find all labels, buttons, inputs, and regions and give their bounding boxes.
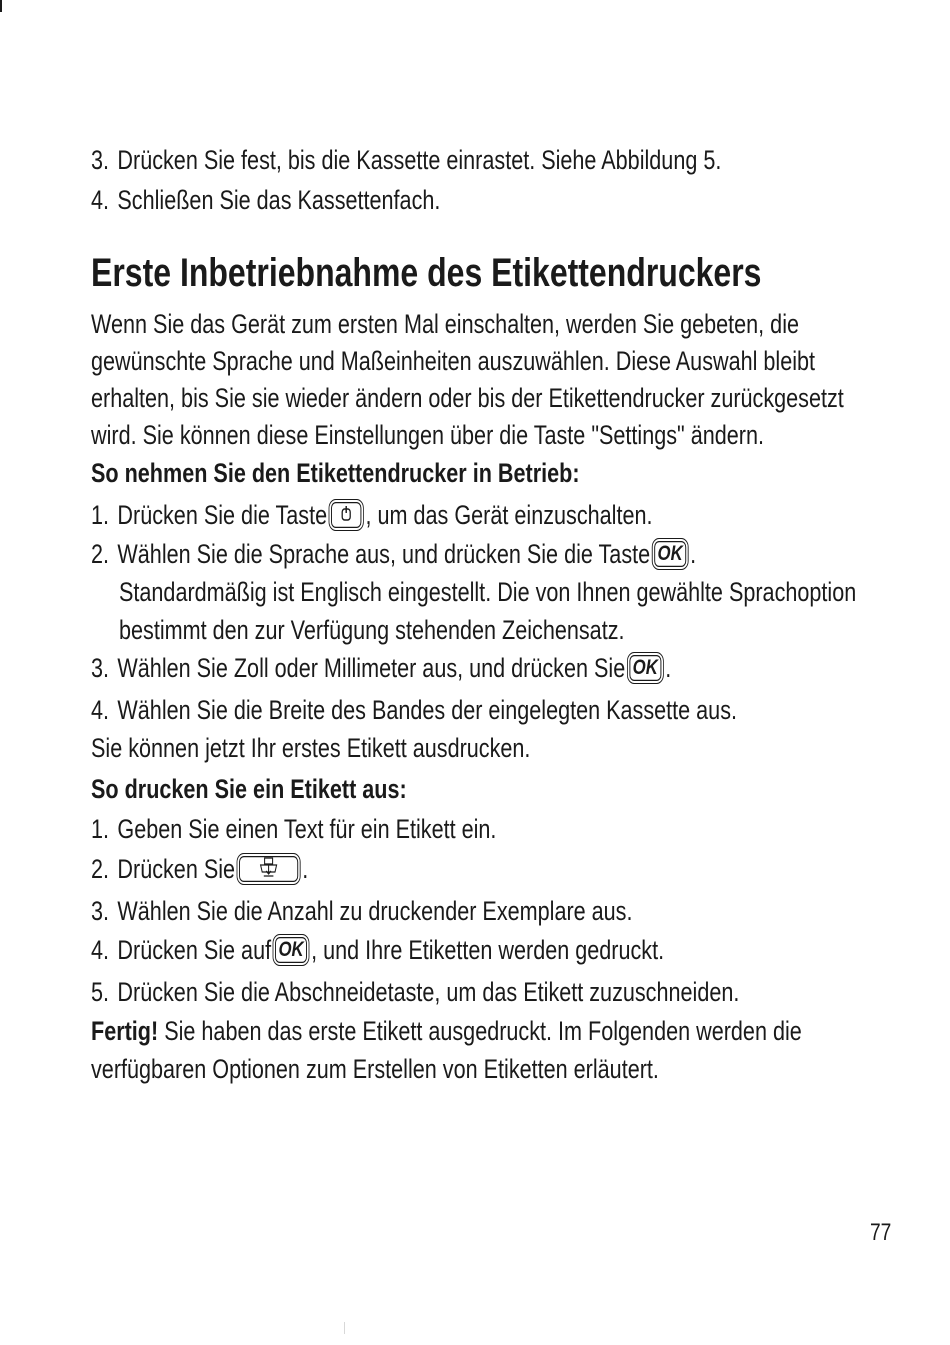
ok-key: OK (652, 538, 689, 570)
section-title: Erste Inbetriebnahme des Etikettendruckers (91, 251, 762, 295)
print-step-5 (91, 975, 901, 1009)
step-text: Drücken Sie die Taste (117, 500, 328, 530)
power-key (329, 499, 364, 531)
intro-paragraph-line: gewünschte Sprache und Maßeinheiten auszuwählen. Diese Auswahl bleibt (91, 346, 816, 376)
intro-step-4 (91, 183, 528, 217)
step-text: Wählen Sie Zoll oder Millimeter aus, und drücken Sie (117, 653, 626, 683)
print-step-4 (91, 933, 807, 967)
finish-paragraph (91, 1014, 950, 1048)
setup-step-4 (91, 693, 899, 727)
step-number: 4. (91, 695, 110, 725)
setup-heading: So nehmen Sie den Etikettendrucker in Betrieb: (91, 458, 580, 488)
setup-step-3 (91, 651, 816, 685)
print-step-3 (91, 894, 768, 928)
step-number: 4. (91, 935, 110, 965)
finish-paragraph-line: verfügbaren Optionen zum Erstellen von Etiketten erläutert. (91, 1054, 659, 1084)
print-step-2 (91, 852, 363, 886)
step-text-after: , und Ihre Etiketten werden gedruckt. (311, 935, 665, 965)
step-text: Drücken Sie auf (117, 935, 272, 965)
crop-mark (0, 0, 2, 12)
print-step-1 (91, 812, 598, 846)
step-number: 2. (91, 539, 110, 569)
setup-step-2 (91, 537, 847, 571)
step-number: 3. (91, 896, 110, 926)
page-number: 77 (870, 1219, 892, 1246)
step-number: 3. (91, 653, 110, 683)
step-text: Wählen Sie die Sprache aus, und drücken Sie die Taste (117, 539, 651, 569)
power-icon (340, 504, 353, 522)
intro-paragraph-line: Wenn Sie das Gerät zum ersten Mal einschalten, werden Sie gebeten, die (91, 309, 800, 339)
intro-paragraph-line: erhalten, bis Sie sie wieder ändern oder bis der Etikettendrucker zurückgesetzt (91, 383, 844, 413)
step-number: 3. (91, 145, 110, 175)
step-number: 2. (91, 854, 110, 884)
setup-step-2-note: bestimmt den zur Verfügung stehenden Zeichensatz. (119, 615, 625, 645)
step-number: 1. (91, 814, 110, 844)
step-text: Wählen Sie die Breite des Bandes der eingelegten Kassette aus. (117, 695, 737, 725)
step-text-after: . (690, 539, 697, 569)
step-text-after: . (665, 653, 672, 683)
print-key (237, 853, 301, 885)
step-number: 1. (91, 500, 110, 530)
setup-step-1 (91, 498, 793, 532)
scan-mark (344, 1322, 345, 1334)
step-text-after: , um das Gerät einzuschalten. (365, 500, 653, 530)
step-number: 5. (91, 977, 110, 1007)
step-text: Drücken Sie fest, bis die Kassette einrastet. Siehe Abbildung 5. (117, 145, 722, 175)
step-text: Wählen Sie die Anzahl zu druckender Exemplare aus. (117, 896, 633, 926)
step-text-after: . (302, 854, 309, 884)
print-heading: So drucken Sie ein Etikett aus: (91, 774, 407, 804)
step-text: Geben Sie einen Text für ein Etikett ein. (117, 814, 497, 844)
finish-text: Sie haben das erste Etikett ausgedruckt. Im Folgenden werden die (158, 1016, 802, 1046)
step-text: Drücken Sie die Abschneidetaste, um das Etikett zuzuschneiden. (117, 977, 740, 1007)
step-text: Schließen Sie das Kassettenfach. (117, 185, 441, 215)
step-text: Drücken Sie (117, 854, 236, 884)
setup-step-2-note: Standardmäßig ist Englisch eingestellt. Die von Ihnen gewählte Sprachoption (119, 577, 857, 607)
finish-emphasis: Fertig! (91, 1016, 159, 1046)
ok-key: OK (627, 652, 664, 684)
print-icon (258, 857, 279, 877)
intro-step-3 (91, 143, 879, 177)
setup-closing: Sie können jetzt Ihr erstes Etikett ausdrucken. (91, 733, 531, 763)
intro-paragraph-line: wird. Sie können diese Einstellungen über die Taste "Settings" ändern. (91, 420, 764, 450)
ok-key: OK (273, 934, 310, 966)
step-number: 4. (91, 185, 110, 215)
